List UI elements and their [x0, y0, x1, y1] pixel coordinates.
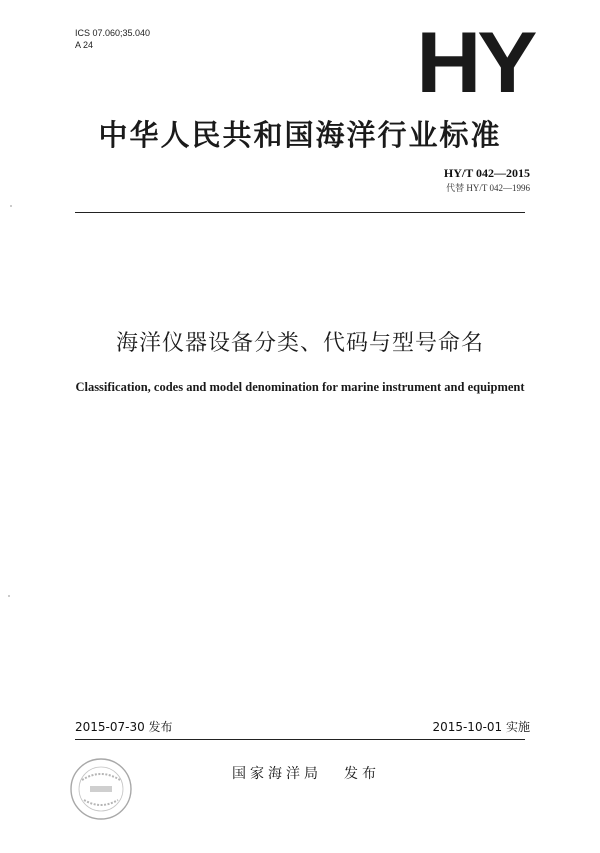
page-title: 中华人民共和国海洋行业标准 [98, 118, 502, 152]
scan-speck [8, 595, 10, 597]
document-title-chinese: 海洋仪器设备分类、代码与型号命名 [115, 331, 484, 356]
bottom-divider [75, 739, 525, 740]
issuer-name: 国家海洋局 [232, 766, 322, 782]
ics-code: ICS 07.060;35.040 [75, 28, 151, 38]
classification-codes [75, 27, 150, 51]
replaces-code: 代替 HY/T 042—1996 [446, 183, 530, 193]
hy-logo: HY [415, 15, 533, 111]
implementation-date: 2015-10-01 实施 [432, 720, 530, 734]
document-title-english: Classification, codes and model denomination for marine instrument and equipment [75, 380, 525, 394]
ccs-code: A 24 [75, 40, 94, 50]
standard-code: HY/T 042—2015 [443, 166, 530, 180]
publication-date: 2015-07-30 发布 [75, 720, 173, 734]
issuer [232, 763, 380, 783]
stamp-seal-icon [68, 756, 134, 822]
top-divider [75, 212, 525, 213]
scan-speck [10, 205, 12, 207]
issuer-action: 发布 [344, 766, 380, 782]
